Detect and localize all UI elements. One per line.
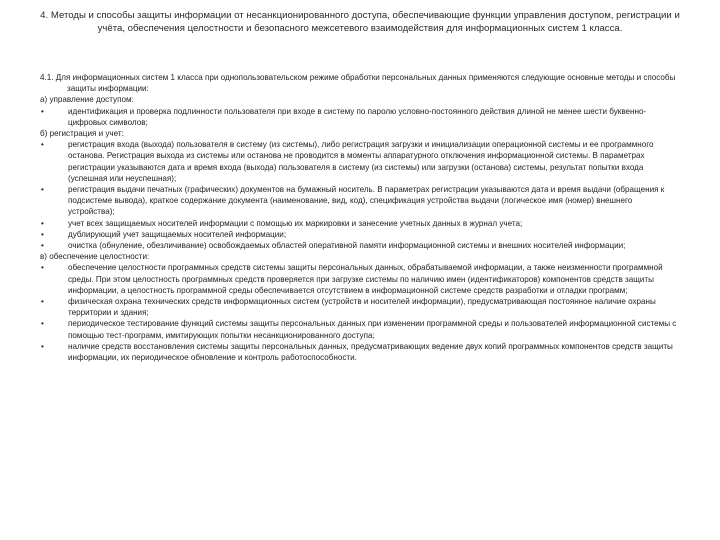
list-item-text: периодическое тестирование функций системы защиты персональных данных при изменении программной среды и пользователей информационной системы с помощью тест-программ, имитирующих попытки несанкционированного доступа; — [68, 319, 677, 340]
list-item — [40, 184, 680, 218]
slide-body — [40, 72, 680, 363]
list-item-text: очистка (обнуление, обезличивание) освобождаемых областей оперативной памяти информационной системы и внешних носителей информации; — [68, 241, 626, 251]
list-item-text: дублирующий учет защищаемых носителей информации; — [68, 229, 287, 239]
bullet-icon: • — [41, 241, 44, 251]
section-heading: б) регистрация и учет: — [40, 129, 124, 139]
bullet-icon: • — [41, 185, 44, 195]
list-item-text: физическая охрана технических средств информационных систем (устройств и носителей информации), предусматривающая постоянное наличие охраны территории и здания; — [68, 297, 656, 318]
section-integrity — [40, 251, 680, 363]
bullet-icon: • — [41, 319, 44, 329]
list-item — [40, 296, 680, 318]
bullet-icon: • — [41, 218, 44, 228]
list-item-text: учет всех защищаемых носителей информации с помощью их маркировки и занесение учетных данных в журнал учета; — [68, 218, 523, 228]
list-item-text: идентификация и проверка подлинности пользователя при входе в систему по паролю условно-постоянного действия длиной не менее шести буквенно-цифровых символов; — [68, 106, 647, 127]
bullet-icon: • — [41, 229, 44, 239]
list-item-text: регистрация выдачи печатных (графических) документов на бумажный носитель. В параметрах регистрации указываются дата и время выдачи (обращения к подсистеме вывода), краткое содержание документа (наименование, вид, код), спецификация устройства выдачи (логическое имя (номер) внешнего устройства); — [68, 185, 665, 217]
bullet-icon: • — [41, 263, 44, 273]
list-item — [40, 318, 680, 340]
bullet-icon: • — [41, 341, 44, 351]
list-item — [40, 240, 680, 251]
bullet-icon: • — [41, 140, 44, 150]
list-item-text: обеспечение целостности программных средств системы защиты персональных данных, обрабатываемой информации, а также неизменности программной среды. При этом целостность программных средств проверяется при загрузке системы по наличию имен (идентификаторов) компонентов средств защиты информации, а целостность программной среды обеспечивается отсутствием в информационной системе средств разработки и отладки программ; — [68, 263, 663, 295]
section-access-control — [40, 94, 680, 128]
bullet-icon: • — [41, 297, 44, 307]
section-heading: в) обеспечение целостности: — [40, 252, 150, 262]
list-item — [40, 229, 680, 240]
bullet-icon: • — [41, 106, 44, 116]
list-item — [40, 262, 680, 296]
list-item — [40, 106, 680, 128]
list-item — [40, 341, 680, 363]
list-item-text: регистрация входа (выхода) пользователя в систему (из системы), либо регистрация загрузки и инициализации операционной системы и ее программного останова. Регистрация выхода из системы или останова не проводится в моменты аппаратурного отключения информационной системы. В параметрах регистрации указываются дата и время входа (выхода) пользователя в систему (из системы) или загрузки (останова) системы, результат попытки входа (успешная или неуспешная); — [68, 140, 654, 183]
section-registration — [40, 128, 680, 251]
list-item — [40, 218, 680, 229]
list-item-text: наличие средств восстановления системы защиты персональных данных, предусматривающих ведение двух копий программных компонентов средств защиты информации, их периодическое обновление и контроль работоспособности. — [68, 341, 673, 363]
intro-paragraph: 4.1. Для информационных систем 1 класса при однопользовательском режиме обработки персональных данных применяются следующие основные методы и способы защиты информации: — [40, 73, 676, 94]
list-item — [40, 139, 680, 184]
section-heading: а) управление доступом: — [40, 95, 134, 105]
slide-title: 4. Методы и способы защиты информации от несанкционированного доступа, обеспечивающие функции управления доступом, регистрации и учёта, обеспечения целостности и безопасного межсетевого взаимодействия для информационных систем 1 класса. — [40, 10, 680, 35]
